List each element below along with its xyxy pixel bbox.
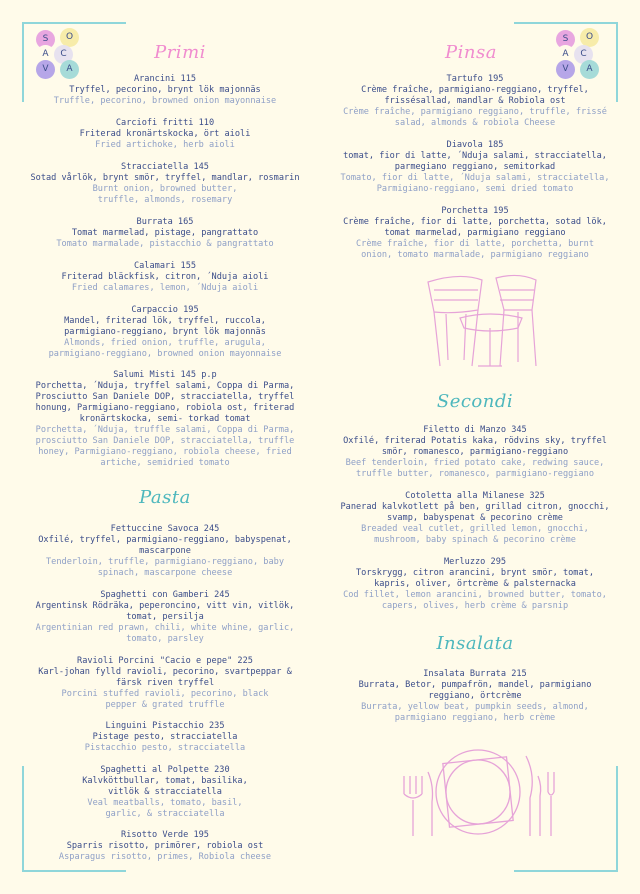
item-english: Fried artichoke, herb aioli <box>95 140 235 150</box>
right-column <box>330 0 620 894</box>
item-english: Cod fillet, lemon arancini, browned butter, tomato, capers, olives, herb crème & parsnip <box>343 590 607 611</box>
item-swedish: Tomat marmelad, pistage, pangrattato <box>71 228 259 238</box>
logo-letter: A <box>580 60 599 79</box>
section-title-pasta: Pasta <box>139 487 191 508</box>
logo-letter: O <box>580 28 599 47</box>
menu-item <box>20 830 310 863</box>
item-swedish: Mandel, friterad lök, tryffel, ruccola, parmigiano-reggiano, brynt lök majonnäs <box>64 316 266 337</box>
item-name: Spaghetti al Polpette 230 <box>100 765 230 775</box>
item-swedish: tomat, fior di latte, ´Nduja salami, stracciatella, parmegiano reggiano, semitorkad <box>343 151 607 172</box>
menu-item <box>20 162 310 206</box>
place-setting-illustration <box>398 746 558 838</box>
logo-letter: A <box>556 45 575 64</box>
section-title-secondi: Secondi <box>436 391 514 412</box>
item-name: Insalata Burrata 215 <box>423 669 527 679</box>
item-name: Diavola 185 <box>446 140 504 150</box>
item-name: Salumi Misti 145 p.p <box>113 370 217 380</box>
item-name: Merluzzo 295 <box>443 557 507 567</box>
menu-item <box>20 656 310 711</box>
item-name: Filetto di Manzo 345 <box>423 425 527 435</box>
menu-item <box>330 206 620 261</box>
item-name: Fettuccine Savoca 245 <box>110 524 220 534</box>
item-name: Spaghetti con Gamberi 245 <box>100 590 230 600</box>
section-title-insalata: Insalata <box>436 633 514 654</box>
logo-letter: A <box>36 45 55 64</box>
item-english: Pistacchio pesto, stracciatella <box>84 743 246 753</box>
logo-letter: A <box>60 60 79 79</box>
item-english: Porchetta, ´Nduja, truffle salami, Coppa di Parma, prosciutto San Daniele DOP, stracciatella, truffle honey, Parmigiano-reggiano, robiola cheese, fried artiche, semidried tomato <box>35 425 295 468</box>
logo-letter: V <box>36 60 55 79</box>
menu-item <box>330 425 620 480</box>
item-english: Crème fraîche, fior di latte, porchetta, burnt onion, tomato marmalade, parmigiano reggiano <box>356 239 594 260</box>
item-name: Ravioli Porcini "Cacio e pepe" 225 <box>77 656 253 666</box>
menu-item <box>20 74 310 107</box>
menu-item <box>20 370 310 469</box>
item-english: Veal meatballs, tomato, basil, garlic, & stracciatella <box>87 798 243 819</box>
item-name: Cotoletta alla Milanese 325 <box>405 491 545 501</box>
item-name: Tartufo 195 <box>446 74 504 84</box>
item-swedish: Crème fraîche, parmigiano-reggiano, tryffel, frissésallad, mandlar & Robiola ost <box>361 85 589 106</box>
item-english: Fried calamares, lemon, ´Nduja aioli <box>71 283 259 293</box>
item-english: Argentinian red prawn, chili, white whine, garlic, tomato, parsley <box>35 623 295 644</box>
item-name: Calamari 155 <box>133 261 197 271</box>
section-title-pinsa: Pinsa <box>445 42 497 63</box>
menu-item <box>330 74 620 129</box>
item-name: Burrata 165 <box>136 217 194 227</box>
item-english: Porcini stuffed ravioli, pecorino, black pepper & grated truffle <box>61 689 269 710</box>
menu-item <box>20 261 310 294</box>
item-swedish: Crème fraîche, fior di latte, porchetta, sotad lök, tomat marmelad, parmigiano reggiano <box>343 217 607 238</box>
logo-letter: V <box>556 60 575 79</box>
menu-item <box>20 721 310 754</box>
item-english: Burnt onion, browned butter, truffle, almonds, rosemary <box>92 184 238 205</box>
left-column <box>20 0 310 894</box>
item-swedish: Friterad bläckfisk, citron, ´Nduja aioli <box>61 272 269 282</box>
item-name: Arancini 115 <box>133 74 197 84</box>
logo-letter: C <box>54 45 73 64</box>
item-swedish: Tryffel, pecorino, brynt lök majonnäs <box>69 85 261 95</box>
menu-item <box>20 217 310 250</box>
item-swedish: Porchetta, ´Nduja, tryffel salami, Coppa di Parma, Prosciutto San Daniele DOP, stracciatella, tryffel honung, Parmigiano-reggiano, robiola ost, friterad kronärtskocka, semi- torkad tomat <box>35 381 295 424</box>
menu-item <box>20 118 310 151</box>
item-swedish: Oxfilé, tryffel, parmigiano-reggiano, babyspenat, mascarpone <box>38 535 292 556</box>
bistro-table-chairs-illustration <box>420 270 540 368</box>
item-name: Stracciatella 145 <box>121 162 209 172</box>
menu-item <box>20 590 310 645</box>
item-english: Truffle, pecorino, browned onion mayonnaise <box>53 96 277 106</box>
menu-item <box>20 524 310 579</box>
item-english: Crème fraîche, parmigiano reggiano, truffle, frissé salad, almonds & robiola Cheese <box>343 107 607 128</box>
section-title-primi: Primi <box>154 42 206 63</box>
item-name: Porchetta 195 <box>441 206 509 216</box>
item-name: Carciofi fritti 110 <box>115 118 215 128</box>
item-swedish: Sparris risotto, primörer, robiola ost <box>66 841 264 851</box>
menu-item <box>20 765 310 820</box>
item-name: Risotto Verde 195 <box>121 830 209 840</box>
menu-item <box>330 669 620 724</box>
logo-letter: S <box>556 30 575 49</box>
item-swedish: Oxfilé, friterad Potatis kaka, rödvins sky, tryffel smör, romanesco, parmigiano-reggiano <box>343 436 607 457</box>
logo-letter: C <box>574 45 593 64</box>
menu-item <box>330 140 620 195</box>
item-english: Breaded veal cutlet, grilled lemon, gnocchi, mushroom, baby spinach & pecorino crème <box>361 524 589 545</box>
item-english: Tomato marmalade, pistacchio & pangrattato <box>56 239 274 249</box>
item-swedish: Panerad kalvkotlett på ben, grillad citron, gnocchi, svamp, babyspenat & pecorino crème <box>340 502 610 523</box>
item-english: Beef tenderloin, fried potato cake, redwing sauce, truffle butter, romanesco, parmigiano-reggiano <box>345 458 605 479</box>
menu-item <box>330 557 620 612</box>
item-english: Asparagus risotto, primes, Robiola cheese <box>58 852 272 862</box>
item-swedish: Friterad kronärtskocka, ört aioli <box>79 129 251 139</box>
item-english: Tenderloin, truffle, parmigiano-reggiano, baby spinach, mascarpone cheese <box>46 557 284 578</box>
item-swedish: Pistage pesto, stracciatella <box>92 732 238 742</box>
item-swedish: Argentinsk Rödräka, peperoncino, vitt vin, vitlök, tomat, persilja <box>35 601 295 622</box>
item-swedish: Burrata, Betor, pumpafrön, mandel, parmigiano reggiano, örtcrème <box>358 680 592 701</box>
item-name: Carpaccio 195 <box>131 305 199 315</box>
item-swedish: Kalvköttbullar, tomat, basilika, vitlök & stracciatella <box>82 776 248 797</box>
logo-letter: O <box>60 28 79 47</box>
item-english: Burrata, yellow beat, pumpkin seeds, almond, parmigiano reggiano, herb crème <box>361 702 589 723</box>
item-name: Linguini Pistacchio 235 <box>105 721 225 731</box>
item-english: Tomato, fior di latte, ´Nduja salami, stracciatella, Parmigiano-reggiano, semi dried tomato <box>340 173 610 194</box>
item-swedish: Sotad vårlök, brynt smör, tryffel, mandlar, rosmarin <box>30 173 300 183</box>
item-swedish: Karl-johan fylld ravioli, pecorino, svartpeppar & färsk riven tryffel <box>38 667 292 688</box>
menu-item <box>330 491 620 546</box>
item-english: Almonds, fried onion, truffle, arugula, parmigiano-reggiano, browned onion mayonnaise <box>48 338 282 359</box>
item-swedish: Torskrygg, citron arancini, brynt smör, tomat, kapris, oliver, örtcrème & palsternacka <box>356 568 594 589</box>
menu-item <box>20 305 310 360</box>
logo-letter: S <box>36 30 55 49</box>
